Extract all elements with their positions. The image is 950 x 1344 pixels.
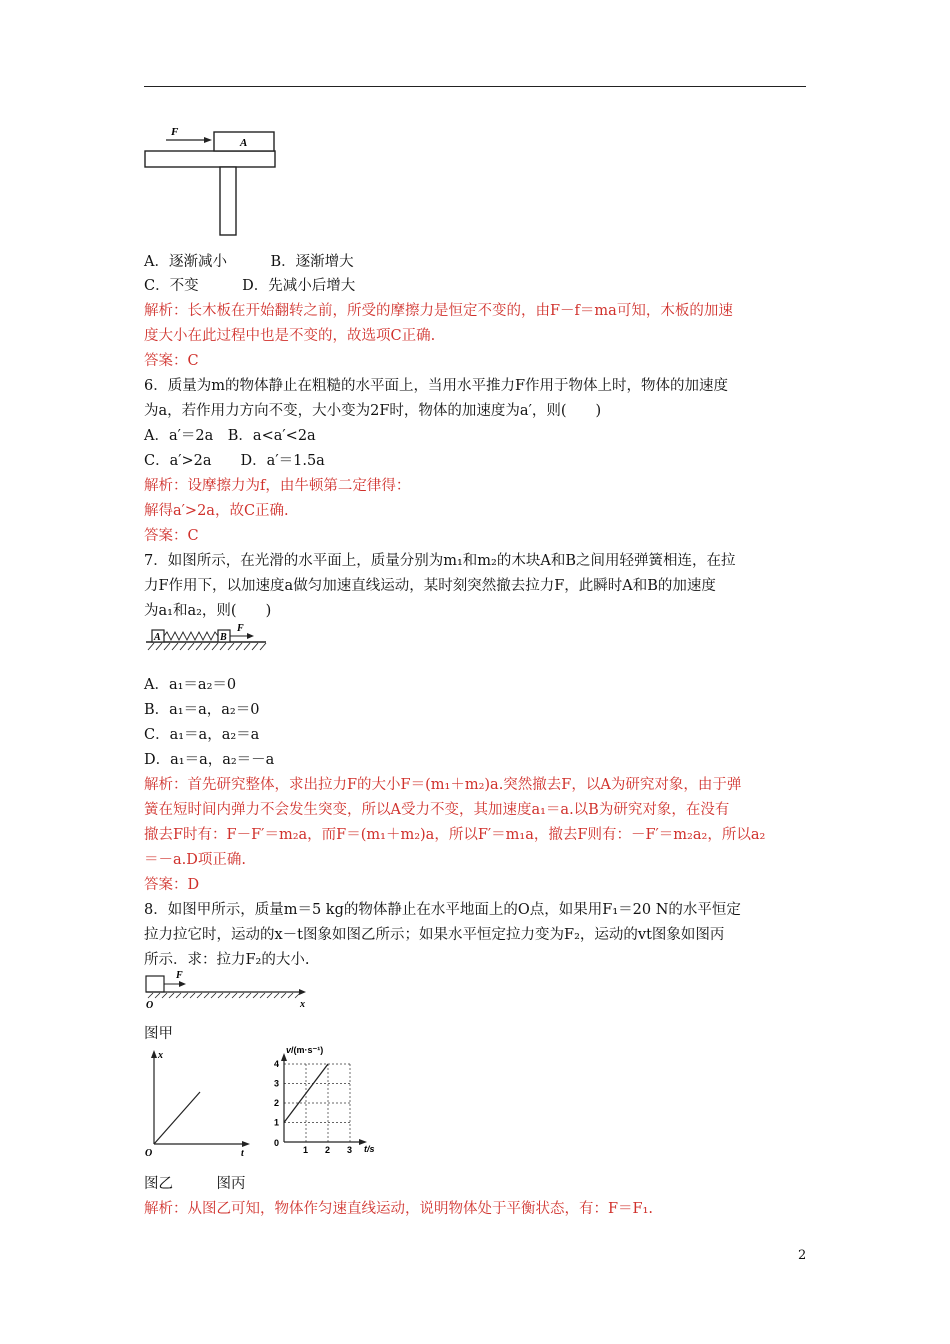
fig-jia [144, 968, 314, 1010]
q7-option-c: C．a₁＝a，a₂＝a [144, 727, 260, 743]
q6-options-1: A．a′＝2a B．a<a′<2a [144, 428, 316, 444]
fig-yi [144, 1046, 254, 1158]
q7-analysis-1: 解析：首先研究整体，求出拉力F的大小F＝(m₁＋m₂)a.突然撤去F，以A为研究对象，由于弹 [144, 777, 742, 793]
y-axis-label: v/(m·s⁻¹) [286, 1045, 324, 1055]
q7-answer: 答案：D [144, 877, 200, 893]
q7-stem-1: 7．如图所示，在光滑的水平面上，质量分别为m₁和m₂的木块A和B之间用轻弹簧相连，在拉 [144, 553, 736, 569]
y-tick-label: 4 [274, 1059, 280, 1069]
x-tick-label: 3 [347, 1145, 353, 1155]
block-label: A [240, 137, 248, 149]
force-label: F [171, 126, 179, 138]
fig-jia-caption: 图甲 [144, 1026, 173, 1042]
x-tick-label: 2 [325, 1145, 331, 1155]
origin-label: O [145, 1148, 153, 1158]
q5-options-1: A．逐渐减小 B．逐渐增大 [144, 254, 354, 270]
q6-options-2: C．a′>2a D．a′＝1.5a [144, 453, 325, 469]
q7-option-b: B．a₁＝a，a₂＝0 [144, 702, 260, 718]
q5-analysis-1: 解析：长木板在开始翻转之前，所受的摩擦力是恒定不变的，由F－f＝ma可知，木板的加速 [144, 303, 733, 319]
fig-spring-blocks [144, 620, 268, 654]
y-tick-label: 1 [274, 1117, 280, 1128]
q5-answer: 答案：C [144, 353, 199, 369]
q7-option-d: D．a₁＝a，a₂＝－a [144, 752, 275, 768]
x-axis-label: x [158, 1050, 163, 1061]
q6-answer: 答案：C [144, 528, 199, 544]
q6-analysis-1: 解析：设摩擦力为f，由牛顿第二定律得： [144, 478, 411, 494]
force-label: F [237, 623, 244, 634]
y-tick-label: 2 [274, 1098, 280, 1108]
force-label: F [176, 970, 183, 981]
q8-stem-2: 拉力拉它时，运动的x－t图象如图乙所示；如果水平恒定拉力变为F₂，运动的vt图象如图丙 [144, 927, 725, 943]
block-b-label: B [220, 632, 227, 643]
fig-bing-vt-chart [266, 1040, 386, 1158]
header-rule [144, 86, 806, 87]
fig-board-block [144, 118, 284, 240]
q7-stem-3: 为a₁和a₂，则( ) [144, 603, 272, 619]
q8-analysis: 解析：从图乙可知，物体作匀速直线运动，说明物体处于平衡状态，有：F＝F₁. [144, 1201, 654, 1217]
block-a-label: A [154, 632, 161, 643]
t-axis-label: t [241, 1148, 244, 1158]
x-axis-label: t/s [364, 1144, 375, 1154]
page-number: 2 [798, 1248, 807, 1263]
y-tick-label: 3 [274, 1078, 280, 1089]
q6-stem-2: 为a，若作用力方向不变，大小变为2F时，物体的加速度为a′，则( ) [144, 403, 602, 419]
q7-analysis-4: ＝－a.D项正确. [144, 852, 246, 868]
x-tick-label: 1 [303, 1145, 309, 1155]
q8-stem-1: 8．如图甲所示，质量m＝5 kg的物体静止在水平地面上的O点，如果用F₁＝20 N的水平恒定 [144, 902, 741, 918]
origin-label: O [146, 1000, 154, 1010]
q7-analysis-2: 簧在短时间内弹力不会发生突变，所以A受力不变，其加速度a₁＝a.以B为研究对象，在没有 [144, 802, 730, 818]
origin-label: 0 [274, 1138, 280, 1148]
q7-analysis-3: 撤去F时有：F－F′＝m₂a，而F＝(m₁＋m₂)a，所以F′＝m₁a，撤去F则有：－F′＝m₂a₂，所以a₂ [144, 827, 766, 843]
x-axis-label: x [300, 999, 305, 1010]
q8-stem-3: 所示．求：拉力F₂的大小. [144, 952, 310, 968]
fig-captions: 图乙 图丙 [144, 1176, 246, 1192]
q5-analysis-2: 度大小在此过程中也是不变的，故选项C正确. [144, 328, 436, 344]
q7-option-a: A．a₁＝a₂＝0 [144, 677, 237, 693]
q6-analysis-2: 解得a′>2a，故C正确. [144, 503, 289, 519]
q5-options-2: C．不变 D．先减小后增大 [144, 278, 356, 294]
q6-stem-1: 6．质量为m的物体静止在粗糙的水平面上，当用水平推力F作用于物体上时，物体的加速度 [144, 378, 729, 394]
q7-stem-2: 力F作用下，以加速度a做匀加速直线运动，某时刻突然撤去拉力F，此瞬时A和B的加速度 [144, 578, 716, 594]
